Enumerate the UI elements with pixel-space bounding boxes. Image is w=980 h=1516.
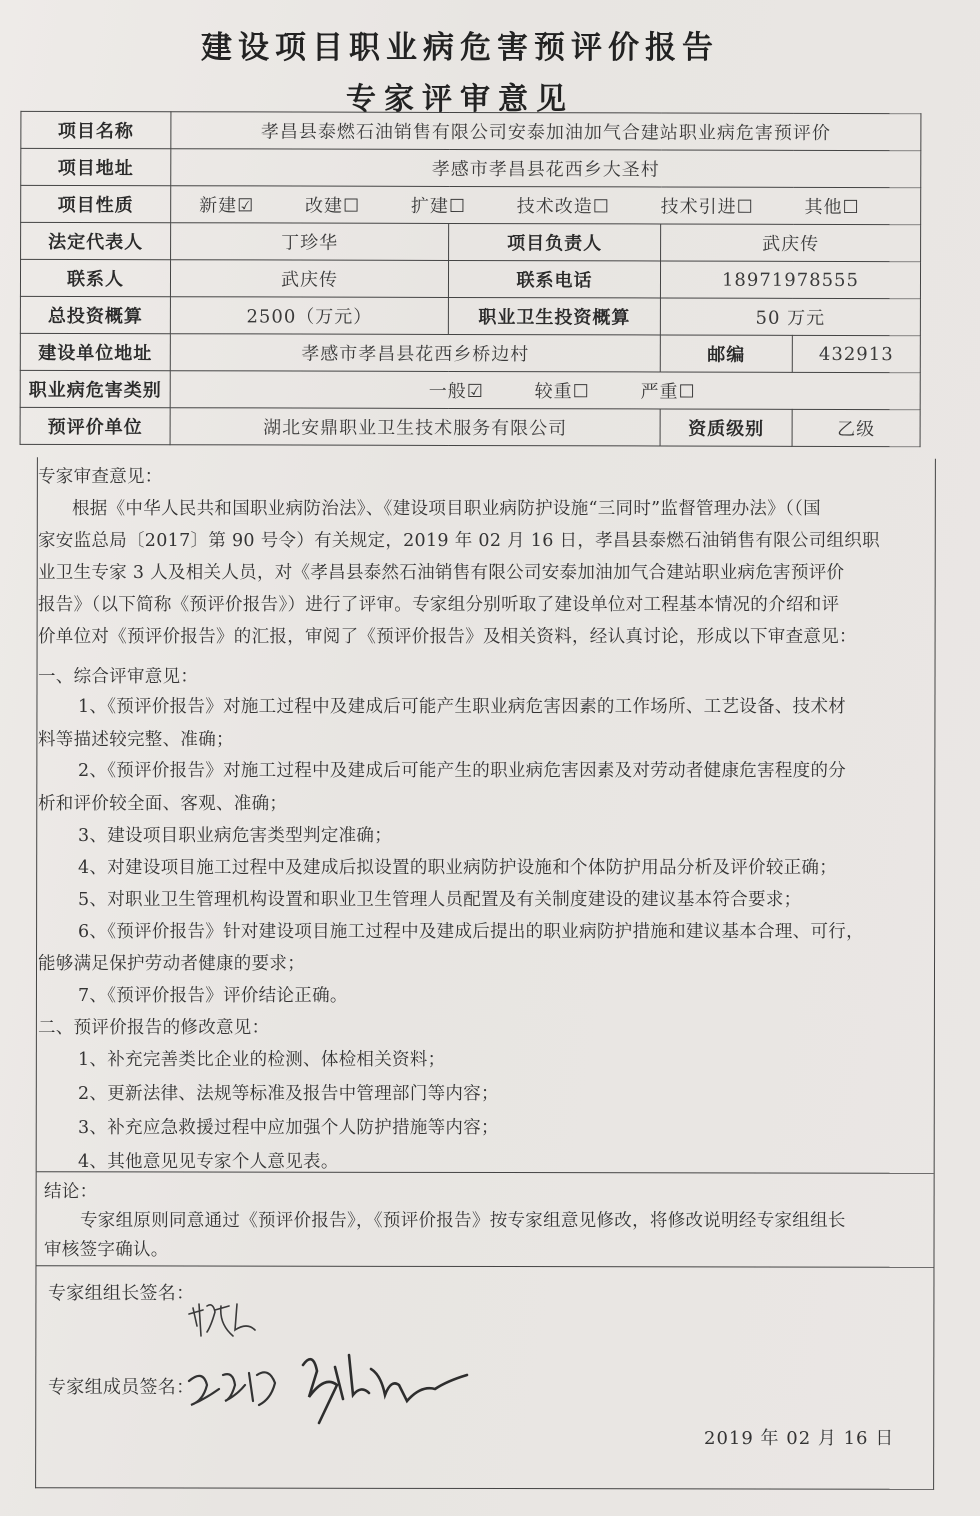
conclusion-line: 审核签字确认。 — [44, 1240, 169, 1260]
hazard-option-general: 一般☑ — [428, 380, 484, 403]
intro-line: 根据《中华人民共和国职业病防治法》、《建设项目职业病防护设施“三同时”监督管理办法》（（国 — [72, 499, 821, 519]
project-name-value: 孝昌县泰燃石油销售有限公司安泰加油加气合建站职业病危害预评价 — [171, 112, 921, 151]
project-address-value: 孝感市孝昌县花西乡大圣村 — [171, 149, 921, 188]
contact-value: 武庆传 — [170, 260, 448, 298]
phone-label: 联系电话 — [448, 260, 660, 298]
project-leader-label: 项目负责人 — [449, 223, 661, 261]
section1-heading: 一、综合评审意见： — [38, 667, 199, 687]
hazard-option-severe: 严重☐ — [640, 381, 696, 403]
nature-option-other: 其他☐ — [804, 196, 860, 219]
project-leader-value: 武庆传 — [661, 224, 921, 262]
project-nature-options — [171, 186, 921, 225]
intro-line: 报告》（以下简称《预评价报告》）进行了评审。专家组分别听取了建设单位对工程基本情况的介绍和评 — [38, 595, 840, 615]
leader-signature-label: 专家组组长签名： — [48, 1283, 195, 1304]
contact-label: 联系人 — [20, 259, 170, 296]
section2-line: 2、更新法律、法规等标准及报告中管理部门等内容； — [78, 1084, 499, 1104]
checkbox-icon: ☐ — [842, 196, 860, 219]
document-subtitle: 专家评审意见 — [346, 82, 574, 117]
evaluator-label: 预评价单位 — [20, 407, 170, 444]
hazard-option-serious: 较重☐ — [534, 381, 590, 403]
section1-line: 能够满足保护劳动者健康的要求； — [38, 954, 305, 974]
phone-value: 18971978555 — [660, 261, 920, 299]
postcode-value: 432913 — [792, 335, 920, 372]
legal-rep-label: 法定代表人 — [21, 222, 171, 259]
divider — [36, 1265, 933, 1268]
intro-line: 家安监总局〔2017〕第 90 号令）有关规定，2019 年 02 月 16 日，孝昌县泰燃石油销售有限公司组织职 — [38, 531, 880, 551]
section1-line: 3、建设项目职业病危害类型判定准确； — [78, 826, 393, 846]
section1-line: 5、对职业卫生管理机构设置和职业卫生管理人员配置及有关制度建设的建议基本符合要求； — [78, 890, 802, 910]
project-nature-label: 项目性质 — [21, 185, 171, 222]
opinion-heading: 专家审查意见： — [38, 467, 163, 487]
evaluator-value: 湖北安鼎职业卫生技术服务有限公司 — [170, 408, 660, 446]
qualification-label: 资质级别 — [660, 409, 792, 446]
nature-option-tech-upgrade: 技术改造☐ — [516, 196, 610, 218]
checkbox-icon: ☐ — [448, 195, 467, 217]
checkbox-icon: ☐ — [572, 381, 590, 403]
project-address-label: 项目地址 — [21, 148, 171, 185]
section1-line: 4、对建设项目施工过程中及建成后拟设置的职业病防护设施和个体防护用品分析及评价较正确； — [78, 858, 838, 878]
nature-option-rebuild: 改建☐ — [305, 195, 361, 217]
section1-line: 6、《预评价报告》针对建设项目施工过程中及建成后提出的职业病防护措施和建议基本合理、可行， — [78, 922, 864, 942]
total-investment-value: 2500（万元） — [170, 297, 448, 335]
checkbox-icon: ☐ — [592, 196, 610, 218]
section1-line: 7、《预评价报告》评价结论正确。 — [78, 986, 348, 1006]
conclusion-heading: 结论： — [44, 1182, 98, 1202]
section1-line: 料等描述较完整、准确； — [38, 730, 234, 750]
nature-option-tech-import: 技术引进☐ — [660, 196, 754, 218]
members-signature-mark — [185, 1345, 485, 1435]
project-name-label: 项目名称 — [21, 111, 171, 148]
checkbox-icon: ☐ — [343, 195, 361, 217]
intro-line: 价单位对《预评价报告》的汇报，审阅了《预评价报告》及相关资料，经认真讨论，形成以下审查意见： — [38, 627, 857, 647]
health-investment-value: 50 万元 — [660, 298, 920, 336]
leader-signature-mark — [185, 1296, 265, 1346]
section1-line: 析和评价较全面、客观、准确； — [38, 794, 288, 814]
postcode-label: 邮编 — [660, 335, 792, 372]
health-investment-label: 职业卫生投资概算 — [448, 297, 660, 335]
section2-line: 4、其他意见见专家个人意见表。 — [78, 1152, 339, 1172]
checked-box-icon: ☑ — [237, 195, 255, 217]
checkbox-icon: ☐ — [678, 381, 696, 403]
checkbox-icon: ☐ — [736, 196, 754, 218]
nature-option-new: 新建☑ — [199, 195, 255, 217]
hazard-category-label: 职业病危害类别 — [20, 370, 170, 407]
section2-line: 1、补充完善类比企业的检测、体检相关资料； — [78, 1050, 446, 1070]
section1-line: 1、《预评价报告》对施工过程中及建成后可能产生职业病危害因素的工作场所、工艺设备、技术材 — [78, 697, 847, 717]
unit-address-label: 建设单位地址 — [20, 333, 170, 370]
document-title: 建设项目职业病危害预评价报告 — [201, 30, 719, 66]
legal-rep-value: 丁珍华 — [171, 223, 449, 261]
section1-line: 2、《预评价报告》对施工过程中及建成后可能产生的职业病危害因素及对劳动者健康危害程度的分 — [78, 761, 847, 781]
conclusion-line: 专家组原则同意通过《预评价报告》，《预评价报告》按专家组意见修改，将修改说明经专家组组长 — [80, 1211, 846, 1231]
section2-line: 3、补充应急救援过程中应加强个人防护措施等内容； — [78, 1118, 499, 1138]
section2-heading: 二、预评价报告的修改意见： — [38, 1018, 270, 1038]
hazard-category-options — [170, 371, 920, 410]
qualification-value: 乙级 — [792, 409, 920, 446]
signature-date: 2019 年 02 月 16 日 — [704, 1428, 895, 1449]
intro-line: 业卫生专家 3 人及相关人员，对《孝昌县泰然石油销售有限公司安泰加油加气合建站职业病危害预评价 — [38, 563, 845, 583]
total-investment-label: 总投资概算 — [20, 296, 170, 333]
checked-box-icon: ☑ — [466, 380, 484, 403]
members-signature-label: 专家组成员签名： — [48, 1377, 195, 1398]
project-info-table — [20, 111, 922, 447]
nature-option-expand: 扩建☐ — [410, 195, 467, 217]
unit-address-value: 孝感市孝昌县花西乡桥边村 — [170, 334, 660, 372]
